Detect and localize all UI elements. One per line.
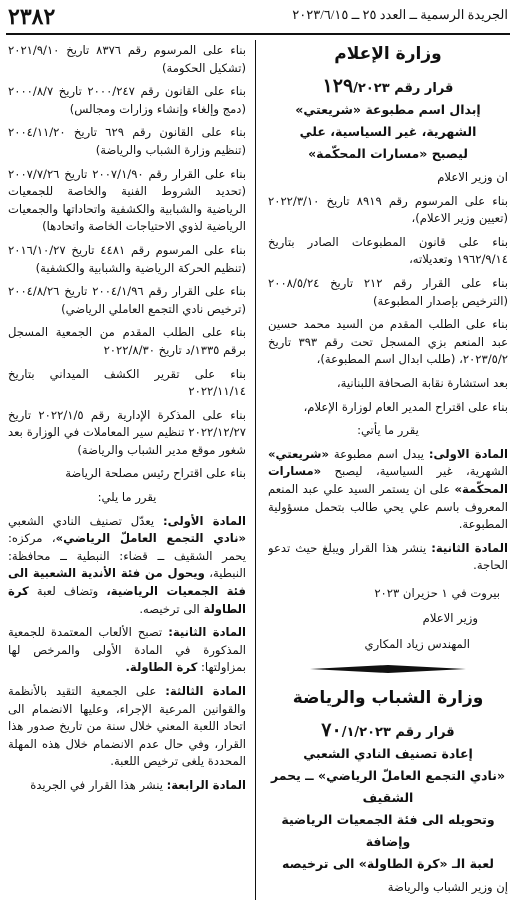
article-label: المادة الثالثة: — [165, 684, 246, 698]
preamble-field-report: بناء على تقرير الكشف الميداني بتاريخ ٢٠٢٢/١١/١٤ — [8, 366, 246, 399]
decision-title-line-1: إبدال اسم مطبوعة «شريعتي» — [295, 102, 481, 117]
preamble-decree: بناء على المرسوم رقم ٨٩١٩ تاريخ ٢٠٢٢/٣/١٠ (تعيين وزير الاعلام)، — [268, 193, 508, 226]
decision-number: ١٢٩ — [322, 75, 354, 97]
decision-title — [268, 99, 508, 165]
decision-title-line-3: ليصبح «مسارات المحكّمة» — [308, 146, 468, 161]
sport-name: كرة الطاولة — [8, 584, 246, 616]
club-name: «نادي التجمع العاملّ الرياضي» — [55, 531, 246, 546]
decision-number: ٧٠ — [321, 718, 342, 741]
article-text: الى ترخيصه. — [139, 601, 204, 616]
decision-year: /١/٢٠٢٣ — [341, 724, 391, 740]
article-text: ينشر هذا القرار في الجريدة — [30, 777, 167, 792]
signature-title: وزير الاعلام — [422, 611, 478, 626]
article-text: ينشر هذا القرار ويبلغ حيث تدعو الحاجة. — [268, 540, 508, 573]
preamble-proposal: بناء على اقتراح المدير العام لوزارة الإعلام، — [303, 399, 508, 414]
article-text: تصبح الألعاب المعتمدة للجمعية المذكورة في المادة الأولى والمرخص لها بمزاولتها: — [8, 625, 246, 675]
preamble-minister: إن وزير الشباب والرياضة — [387, 879, 508, 894]
column-divider — [255, 40, 256, 900]
article-1 — [268, 446, 508, 534]
decision-prefix: قرار رقم — [394, 81, 454, 96]
section-title-information: وزارة الإعلام — [334, 44, 442, 64]
category-change: ويحول من فئة الأندية الشعبية الى فئة الجمعيات الرياضية، — [8, 566, 246, 599]
decision-title-line-4: لعبة الـ «كرة الطاولة» الى ترخيصه — [281, 855, 494, 871]
decision-title — [268, 743, 508, 875]
gazette-issue-line: الجريدة الرسمية ــ العدد ٢٥ ــ ٢٠٢٣/٦/١٥ — [292, 7, 508, 22]
new-publication-name: «مسارات المحكّمة» — [268, 464, 508, 496]
section-title-youth-sports: وزارة الشباب والرياضة — [292, 687, 484, 708]
decision-number-129 — [268, 76, 508, 99]
article-label: المادة الثانية: — [431, 540, 508, 555]
old-publication-name: «شريعتي» — [268, 446, 329, 461]
preamble-press-law: بناء على قانون المطبوعات الصادر بتاريخ ١٩٦٢/٩/١٤ وتعديلاته، — [268, 234, 508, 267]
article-2 — [8, 624, 246, 677]
article-text: على ان يستمر السيد علي عبد المنعم المعروف باسم علي يحي طالب بتحمل مسؤولية المطبوعة. — [268, 481, 508, 532]
preamble-government-decree: بناء على المرسوم رقم ٨٣٧٦ تاريخ ٢٠٢١/٩/١٠ (تشكيل الحكومة) — [8, 43, 246, 75]
article-label: المادة الثانية: — [168, 625, 246, 640]
article-3 — [8, 683, 246, 771]
left-column — [8, 42, 246, 922]
preamble-law-247: بناء على القانون رقم ٢٠٠٠/٢٤٧ تاريخ ٢٠٠٠/٨/٧ (دمج وإلغاء وإنشاء وزارات ومجالس) — [8, 84, 246, 116]
decision-number-70 — [268, 720, 508, 743]
article-text: ، مركزه: يحمر الشقيف ــ قضاء: النبطية ــ محافظة: النبطية، — [8, 531, 246, 581]
decision-title-line-1: إعادة تصنيف النادي الشعبي — [303, 745, 473, 761]
preamble-law-629: بناء على القانون رقم ٦٢٩ تاريخ ٢٠٠٤/١١/٢٠ (تنظيم وزارة الشباب والرياضة) — [8, 125, 246, 157]
preamble-decree-4481: بناء على المرسوم رقم ٤٤٨١ تاريخ ٢٠١٦/١٠/٢٧ (تنظيم الحركة الرياضية والشبابية والكشفية) — [8, 242, 246, 275]
page-header — [0, 0, 516, 34]
decides-heading: يقرر ما يأتي: — [357, 423, 419, 438]
decides-heading: يقرر ما يلي: — [97, 490, 157, 505]
decision-title-line-2: الشهرية، غير السياسية، علي — [299, 124, 477, 139]
article-text: وتضاف لعبة — [28, 584, 107, 599]
article-4 — [8, 777, 246, 795]
decision-title-line-2: «نادي التجمع العاملّ الرياضي» ــ يحمر الشقيف — [270, 767, 506, 805]
section-divider-ornament — [308, 662, 468, 676]
article-label: المادة الأولى: — [162, 513, 246, 528]
preamble-minister: ان وزير الاعلام — [437, 170, 508, 184]
signature-date: بيروت في ١ حزيران ٢٠٢٣ — [374, 585, 500, 600]
article-text: يعدّل تصنيف النادي الشعبي — [8, 513, 163, 528]
preamble-syndicate: بعد استشارة نقابة الصحافة اللبنانية، — [336, 375, 508, 390]
preamble-proposal: بناء على اقتراح رئيس مصلحة الرياضة — [65, 466, 246, 481]
article-label: المادة الرابعة: — [166, 777, 246, 792]
page-number: ٢٣٨٢ — [8, 4, 56, 30]
right-column — [268, 42, 508, 922]
sport-name: كرة الطاولة. — [125, 660, 198, 675]
decision-year: /٢٠٢٣ — [353, 81, 390, 96]
article-text: يبدل اسم مطبوعة — [328, 446, 429, 461]
article-text: على الجمعية التقيد بالأنظمة والقوانين المرعية الإجراء، وعليها الانضمام الى اتحاد اللعبة المعني خلال سنة من تاريخ صدور هذا القرار، وفي حال عدم الانضمام خلال هذه المهلة المحددة يلغى ترخيص اللعبة. — [8, 684, 246, 769]
header-rule — [6, 33, 510, 35]
preamble-decision-90: بناء على القرار رقم ٢٠٠٧/١/٩٠ تاريخ ٢٠٠٧/٧/٢٦ (تحديد الشروط الفنية والخاصة للجمعيات الرياضية والشبابية والكشفية واتحاداتها والجمعيات الرياضية لذوي الاحتياجات الخاصة واتحادها) — [8, 166, 246, 234]
preamble-license: بناء على القرار رقم ٢١٢ تاريخ ٢٠٠٨/٥/٢٤ (الترخيص بإصدار المطبوعة) — [268, 275, 508, 308]
signature-name: المهندس زياد المكاري — [364, 637, 470, 652]
preamble-admin-memo: بناء على المذكرة الإدارية رقم ٢٠٢٢/١/٥ تاريخ ٢٠٢٢/١٢/٢٧ تنظيم سير المعاملات في الوزارة بعد شغور موقع مدير الشباب والرياضة) — [8, 407, 246, 457]
decision-title-line-3: وتحويله الى فئة الجمعيات الرياضية وإضافة — [281, 811, 495, 849]
article-text: الشهرية، غير السياسية، ليصبح — [321, 464, 508, 479]
article-label: المادة الاولى: — [428, 446, 508, 461]
article-2 — [268, 540, 508, 575]
article-1 — [8, 513, 246, 619]
decision-prefix: قرار رقم — [395, 724, 455, 740]
preamble-association-request: بناء على الطلب المقدم من الجمعية المسجل برقم ١٣٣٥/د تاريخ ٢٠٢٢/٨/٣٠ — [8, 325, 246, 357]
preamble-request: بناء على الطلب المقدم من السيد محمد حسين عبد المنعم بزي المسجل تحت رقم ٣٩٣ تاريخ ٢٠٢٣/٥/٢، (طلب ابدال اسم المطبوعة)، — [268, 317, 508, 367]
preamble-decision-96: بناء على القرار رقم ٢٠٠٤/١/٩٦ تاريخ ٢٠٠٤/٨/٢٦ (ترخيص نادي التجمع العاملي الرياضي) — [8, 284, 246, 316]
